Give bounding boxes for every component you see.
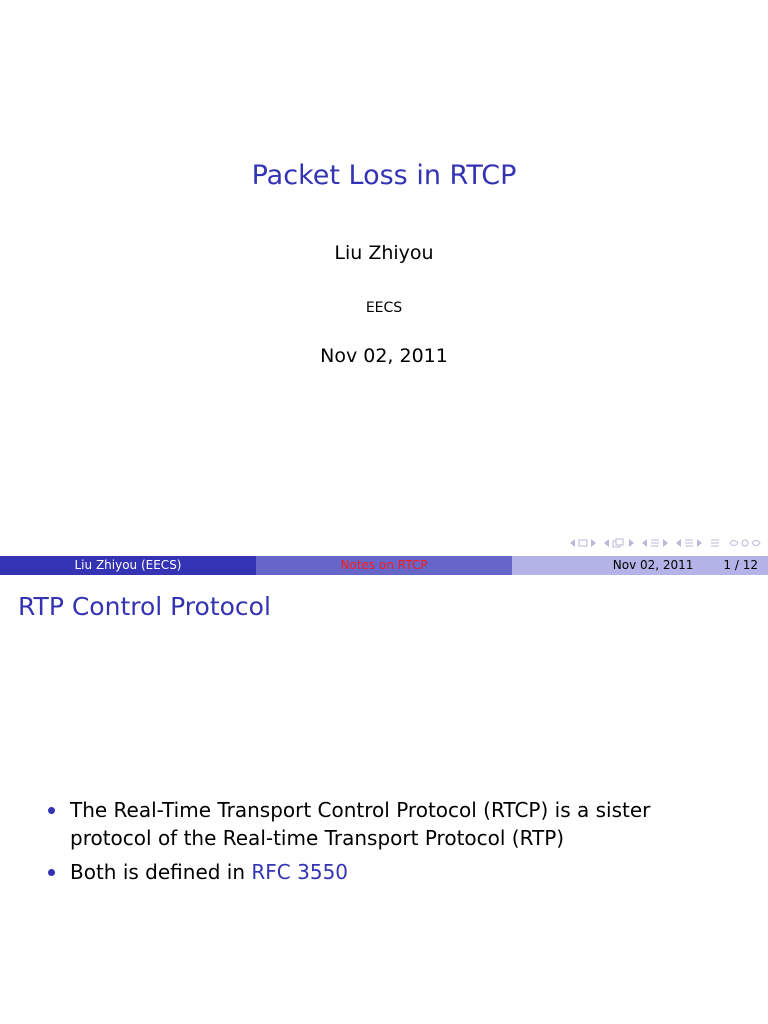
section-forward-icon[interactable] <box>662 539 668 547</box>
institute: EECS <box>365 300 403 316</box>
footer-short-title: Notes on RTCP <box>256 556 512 575</box>
rfc-link[interactable]: RFC 3550 <box>251 860 349 884</box>
frame-icon[interactable] <box>578 539 588 547</box>
frame-forward-icon[interactable] <box>590 539 596 547</box>
footer-date: Nov 02, 2011 <box>612 558 694 572</box>
footer-page-number: 1 / 12 <box>723 558 758 572</box>
footline <box>0 556 768 575</box>
subsection-icon[interactable] <box>612 538 626 548</box>
bullet-icon <box>48 807 55 814</box>
bullet-list <box>48 796 738 892</box>
bullet-text: Both is defined in <box>70 860 252 884</box>
list-item <box>48 858 738 886</box>
footer-author: Liu Zhiyou (EECS) <box>0 556 256 575</box>
section-icon[interactable] <box>650 538 660 548</box>
bullet-text: The Real-Time Transport Control Protocol (RTCP) is a sister protocol of the Real-time Transport Protocol (RTP) <box>70 798 651 850</box>
frame-back-icon[interactable] <box>570 539 576 547</box>
presentation-date: Nov 02, 2011 <box>320 345 448 367</box>
list-item <box>48 796 738 852</box>
presentation-title: Packet Loss in RTCP <box>251 160 517 191</box>
document-forward-icon[interactable] <box>696 539 702 547</box>
outline-icon[interactable] <box>710 538 720 548</box>
footer-right <box>512 556 768 575</box>
document-icon[interactable] <box>684 538 694 548</box>
subsection-forward-icon[interactable] <box>628 539 634 547</box>
content-slide <box>0 576 768 1024</box>
frame-title: RTP Control Protocol <box>18 592 271 621</box>
search-icon[interactable] <box>728 538 762 548</box>
section-back-icon[interactable] <box>642 539 648 547</box>
bullet-icon <box>48 869 55 876</box>
subsection-back-icon[interactable] <box>604 539 610 547</box>
navigation-symbols <box>564 538 762 548</box>
document-back-icon[interactable] <box>676 539 682 547</box>
author-name: Liu Zhiyou <box>334 242 434 264</box>
